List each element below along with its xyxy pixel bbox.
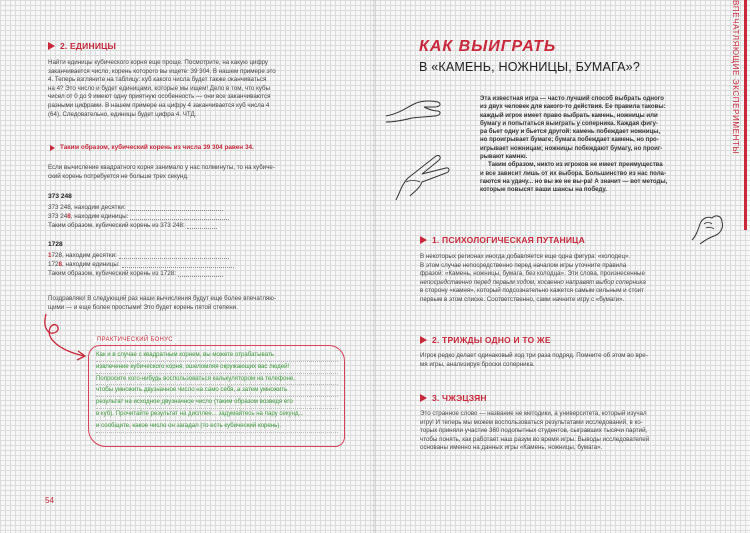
psychology-paragraph [420,253,710,305]
answer-blank [130,213,229,220]
text-line: Если вычисление квадратного корня занимало у нас полминуты, то на кубиче- [48,164,275,171]
example-number: 1728 [48,241,63,248]
curly-arrow-icon [40,312,92,372]
calc-label: Таким образом, кубический корень из 373 248: [48,222,185,229]
section-title: 2. ТРИЖДЫ ОДНО И ТО ЖЕ [432,335,551,345]
answer-blank [178,270,223,277]
tip-lines [96,350,338,433]
tip-line: в куб). Прочитайте результат на дисплее... задумайтесь на пару секунд... [96,409,338,421]
example-373248 [48,193,258,229]
tip-line: чтобы умножить двузначное число на само себя, а затем умножить [96,385,338,397]
calc-line-result [48,220,258,229]
text-line: 4. Теперь взгляните на таблицу: куб какого числа будет также оканчиваться [48,76,267,84]
congrats-paragraph [48,295,348,312]
side-tab [724,0,746,230]
example-1728 [48,241,258,277]
text-line: рывают камню. [480,153,528,161]
answer-blank [187,222,217,229]
text-line: ра бьет одну и бьется другой: камень побеждает ножницы, [480,128,661,136]
answer-blank [122,261,234,268]
text-line: и все зависит лишь от их выбора. Большинство из нас пола- [480,169,666,177]
text-line: Это странное слово — название не методики, а университета, который изучал [420,410,647,417]
text-line: но проигрывает бумаге; бумага побеждает камень, но про- [480,136,659,144]
text-line: чисел от 0 до 9 имеют одну приятную особенность — они все заканчиваются [48,93,271,101]
text-line: разными цифрами. В нашем примере на цифру 4 заканчивается куб числа 4 [48,101,270,109]
text-line: мя игры, анализируя броски соперника. [420,360,535,368]
text-line: каждый игрок имеет право выбрать камень, ножницы или [480,111,658,119]
text-line: гаются на удачу... но вы же не вы-ра! А значит — вот методы, [480,177,668,185]
calc-line-tens [48,250,258,259]
section-heading-psychology [420,235,585,245]
page-subtitle: В «КАМЕНЬ, НОЖНИЦЫ, БУМАГА»? [419,60,640,74]
calc-label: Таким образом, кубический корень из 1728: [48,270,176,277]
side-tab-bar [744,0,747,230]
text-line: чтобы понять, как работает наш разум во время игры. Выводы исследователей [420,435,650,443]
text-line: Поздравляю! В следующий раз наши вычисления будут еще более впечатляю- [48,295,276,302]
tip-line: и сообщите, какое число он загадал (то есть кубический корень). [96,421,338,433]
tip-line: Попросите кого-нибудь воспользоваться калькулятором на телефоне, [96,374,338,386]
text-line: игрывает ножницам; ножницы побеждают бумагу, но проиг- [480,144,663,152]
highlight-digit: 8 [67,213,71,220]
page-title: КАК ВЫИГРАТЬ [419,38,557,55]
section-title: 3. ЧЖЭЦЗЯН [432,393,487,403]
arrow-icon [420,336,427,344]
calc-line-units [48,211,258,220]
highlight-digit: 8 [58,261,63,268]
text-line: заканчивается число, корень которого вы ищете: 39 304. В нашем примере это [48,67,276,75]
text-line: бумагу и попытаться выиграть у соперника. Каждая фигу- [480,119,658,127]
arrow-icon [420,236,427,244]
calc-label: 728, находим десятки: [51,252,117,259]
section-heading-three-times [420,335,551,345]
tip-line: извлечение кубического корня, ошеломляя окружающих вас людей! [96,362,338,374]
conclusion-row [50,144,254,151]
section-title: 2. ЕДИНИЦЫ [60,41,117,51]
text-line: торых приняли участие 360 подопытных студентов, сыгравших тысячи партий, [420,427,648,435]
example-number: 373 248 [48,193,72,200]
calc-line-units [48,259,258,268]
conclusion-text: Таким образом, кубический корень из числа 39 304 равен 34. [60,144,254,151]
text-line: ский корень потребуется не больше трех секунд. [48,172,189,180]
answer-blank [128,204,223,211]
text-line: В некоторых регионах иногда добавляется еще одна фигура: «колодец». [420,253,631,260]
hand-rock-icon [690,208,725,246]
calc-label: 373 24 [48,213,68,220]
text-line: Эта известная игра — часто лучший способ выбрать одного [480,95,664,102]
text-line: в сторону «камня», который подсознательно кажется самым сильным и стоит [420,287,644,295]
zhejiang-paragraph [420,410,710,453]
text-line: основаны именно на данных игры «Камень, ножницы, бумага». [420,444,603,452]
arrow-icon [48,42,55,50]
text-line: первым в этом списке. Соответственно, сами начните игру с «бумаги». [420,295,625,303]
tip-label: ПРАКТИЧЕСКИЙ БОНУС [93,337,177,343]
text-line: Найти единицы кубического корня еще проще. Посмотрите, на какую цифру [48,59,268,66]
calc-label: , находим единицы: [70,213,129,220]
text-line: фразой: «Камень, ножницы, бумага, без колодца». Эти слова, произнесенные [420,270,645,278]
game-intro-paragraph [480,95,702,195]
calc-line-result [48,268,258,277]
tip-line: Как и в случае с квадратным корнем, вы можете отрабатывать [96,350,338,362]
hand-paper-icon [384,92,444,124]
book-spine-shadow [373,0,377,533]
calc-line-tens [48,202,258,211]
text-line: Игрок редко делает одинаковый ход три раза подряд. Помните об этом во вре- [420,352,648,359]
section-title: 1. ПСИХОЛОГИЧЕСКАЯ ПУТАНИЦА [432,235,585,245]
arrow-icon [420,394,427,402]
page-number: 54 [45,496,54,505]
speed-paragraph [48,164,348,181]
intro-paragraph [48,59,348,119]
calc-label: , находим единицы: [62,261,120,268]
text-line: В этом случае непосредственно перед началом игры уточните правила [420,261,627,269]
answer-blank [119,252,229,259]
arrow-icon [50,145,55,151]
text-line: из двух человек для какого-то действия. Ее правила таковы: [480,103,666,111]
three-times-paragraph [420,352,710,369]
text-line: непосредственно перед первым ходом, косвенно направят выбор соперника [420,278,646,286]
text-line: (64). Следовательно, единицы будет цифра 4. ЧТД. [48,110,197,118]
text-line: щими — и еще более простыми! Это будет корень пятой степени. [48,303,238,311]
text-line: игру! И теперь мы можем воспользоваться результатами исследований, в ко- [420,418,643,426]
text-line: Таким образом, никто из игроков не имеет преимущества [488,161,663,169]
tip-line: результат на исходное двузначное число (таким образом возведя его [96,397,338,409]
calc-label: 373 248, находим десятки: [48,204,126,211]
hand-scissors-icon [392,152,452,204]
section-heading-zhejiang [420,393,487,403]
calc-label: 172 [48,261,59,268]
text-line: на 4? Это число и будет единицами, которые мы ищем! Дело в том, что кубы [48,84,271,92]
side-tab-text: ВПЕЧАТЛЯЮЩИЕ ЭКСПЕРИМЕНТЫ [731,0,740,155]
highlight-digit: 1 [48,252,52,259]
text-line: которые повысят ваши шансы на победу. [480,186,607,194]
section-heading-units [48,41,116,51]
